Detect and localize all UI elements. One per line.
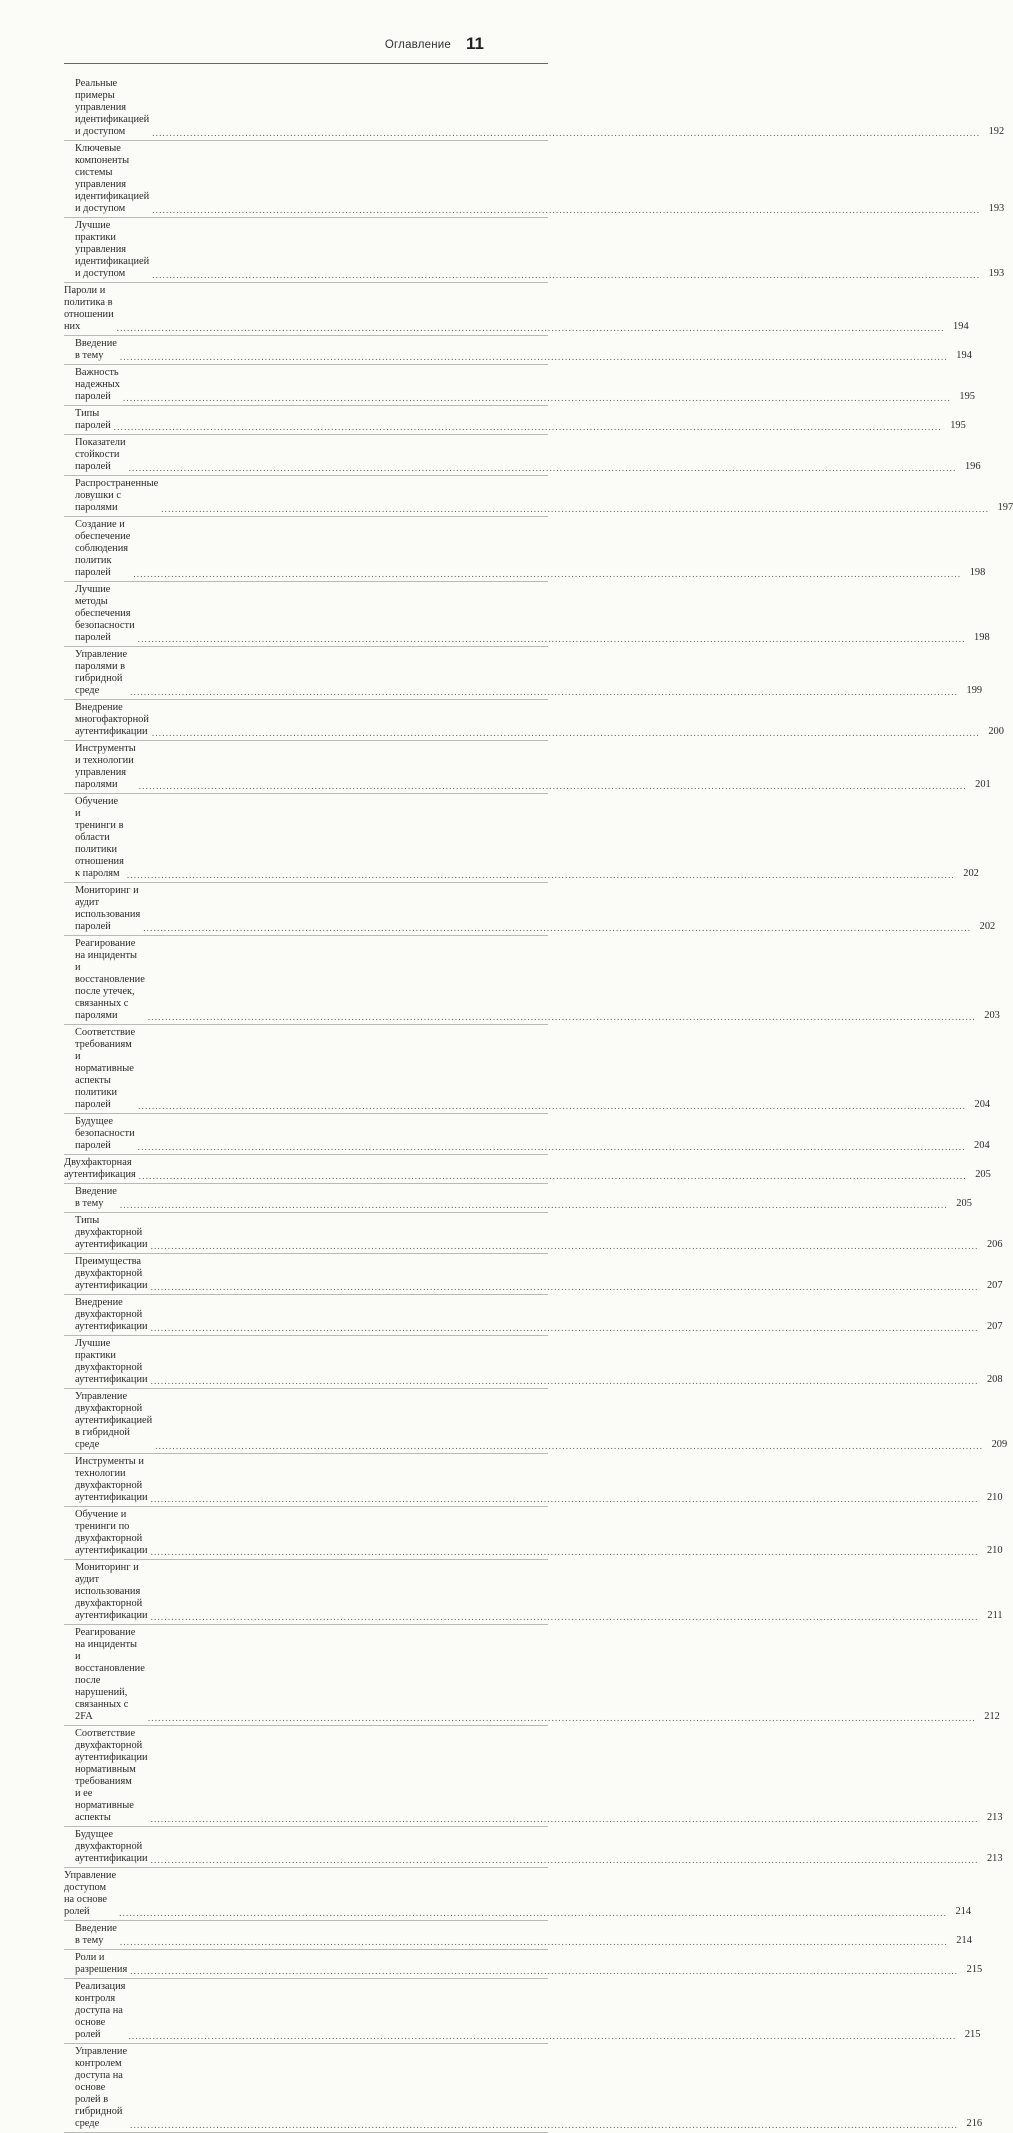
toc-section-entry — [64, 1979, 981, 2044]
toc-section-entry — [64, 435, 981, 476]
toc-entry-page: 215 — [966, 1964, 983, 1975]
dot-leader — [138, 1142, 966, 1152]
dot-leader — [143, 923, 971, 933]
toc-entry-page: 192 — [988, 126, 1005, 137]
toc-entry-page: 214 — [955, 1906, 972, 1917]
dot-leader — [128, 2031, 956, 2041]
toc-section-entry — [64, 1295, 1003, 1336]
toc-entry-title: Показатели стойкости паролей — [75, 437, 126, 472]
toc-section-entry — [64, 476, 1013, 517]
dot-leader — [119, 1908, 947, 1918]
toc-entry-page: 214 — [956, 1935, 972, 1946]
toc-entry-page: 198 — [974, 632, 990, 643]
toc-entry-page: 202 — [963, 868, 979, 879]
toc-entry-title: Внедрение многофакторной аутентификации — [75, 702, 149, 737]
toc-entry-page: 212 — [984, 1711, 1000, 1722]
dot-leader — [120, 352, 948, 362]
toc-entry-title: Мониторинг и аудит использования двухфакторной аутентификации — [75, 1562, 148, 1621]
toc-section-entry — [64, 1336, 1003, 1389]
dot-leader — [123, 393, 951, 403]
toc-entry-page: 198 — [969, 567, 986, 578]
toc-entry-title: Ключевые компоненты системы управления идентификацией и доступом — [75, 143, 150, 214]
toc-section-entry — [64, 1950, 983, 1979]
dot-leader — [148, 1012, 976, 1022]
toc-section-entry — [64, 1254, 1003, 1295]
toc-entry-title: Введение в тему — [75, 1186, 117, 1209]
toc-entry-title: Управление контролем доступа на основе ролей в гибридной среде — [75, 2046, 128, 2129]
toc-entry-title: Внедрение двухфакторной аутентификации — [75, 1297, 148, 1332]
toc-entry-title: Роли и разрешения — [75, 1952, 128, 1975]
toc-entry-page: 210 — [986, 1545, 1003, 1556]
dot-leader — [151, 1855, 979, 1865]
toc-entry-title: Создание и обеспечение соблюдения политик паролей — [75, 519, 131, 578]
toc-entry-page: 205 — [975, 1169, 991, 1180]
toc-section-entry — [64, 1726, 1003, 1827]
toc-entry-page: 206 — [986, 1239, 1003, 1250]
toc-section-entry — [64, 883, 996, 936]
dot-leader — [151, 1323, 979, 1333]
toc-entry-title: Соответствие требованиям и нормативные аспекты политики паролей — [75, 1027, 136, 1110]
dot-leader — [120, 1200, 948, 1210]
toc-section-entry — [64, 218, 1005, 283]
toc-entry-title: Введение в тему — [75, 1923, 117, 1946]
dot-leader — [152, 128, 980, 138]
running-header-title: Оглавление — [384, 39, 451, 51]
dot-leader — [151, 1814, 979, 1824]
toc-section-entry — [64, 76, 1005, 141]
page-number: 11 — [466, 34, 484, 53]
toc-entry-title: Реальные примеры управления идентификацией и доступом — [75, 78, 150, 137]
toc-entry-title: Лучшие практики управления идентификацией и доступом — [75, 220, 150, 279]
toc-section-entry — [64, 141, 1005, 218]
toc-section-entry — [64, 700, 1004, 741]
toc-entry-page: 194 — [953, 321, 969, 332]
dot-leader — [130, 687, 958, 697]
toc-entry-page: 207 — [986, 1280, 1003, 1291]
toc-chapter-entry — [64, 1868, 972, 1921]
toc-section-entry — [64, 582, 990, 647]
toc-chapter-entry — [64, 283, 969, 336]
toc-section-entry — [64, 336, 972, 365]
toc-entry-page: 213 — [986, 1853, 1003, 1864]
dot-leader — [139, 781, 967, 791]
table-of-contents — [64, 76, 1013, 2133]
dot-leader — [161, 504, 989, 514]
toc-section-entry — [64, 1389, 1008, 1454]
toc-entry-page: 204 — [974, 1099, 991, 1110]
toc-section-entry — [64, 365, 975, 406]
dot-leader — [151, 1282, 979, 1292]
toc-chapter-entry — [64, 1155, 991, 1184]
toc-entry-title: Мониторинг и аудит использования паролей — [75, 885, 141, 932]
dot-leader — [148, 1713, 976, 1723]
toc-entry-title: Распространенные ловушки с паролями — [75, 478, 159, 513]
toc-entry-page: 201 — [975, 779, 991, 790]
toc-entry-title: Лучшие методы обеспечения безопасности паролей — [75, 584, 135, 643]
toc-entry-title: Двухфакторная аутентификация — [64, 1157, 136, 1180]
toc-entry-title: Управление доступом на основе ролей — [64, 1870, 117, 1917]
toc-entry-page: 215 — [964, 2029, 981, 2040]
toc-section-entry — [64, 2044, 983, 2133]
toc-entry-page: 197 — [997, 502, 1013, 513]
dot-leader — [130, 1966, 958, 1976]
dot-leader — [114, 422, 942, 432]
toc-entry-title: Управление паролями в гибридной среде — [75, 649, 128, 696]
toc-entry-title: Типы паролей — [75, 408, 111, 431]
toc-entry-title: Реализация контроля доступа на основе ролей — [75, 1981, 126, 2040]
dot-leader — [151, 1494, 979, 1504]
dot-leader — [117, 323, 945, 333]
dot-leader — [151, 1547, 979, 1557]
toc-entry-title: Будущее двухфакторной аутентификации — [75, 1829, 148, 1864]
page-header — [0, 34, 600, 58]
toc-entry-page: 210 — [986, 1492, 1003, 1503]
toc-entry-page: 208 — [986, 1374, 1003, 1385]
toc-entry-title: Обучение и тренинги по двухфакторной аутентификации — [75, 1509, 148, 1556]
dot-leader — [130, 2120, 958, 2130]
toc-section-entry — [64, 1454, 1003, 1507]
toc-entry-page: 202 — [979, 921, 996, 932]
dot-leader — [139, 1171, 967, 1181]
toc-entry-title: Типы двухфакторной аутентификации — [75, 1215, 148, 1250]
toc-section-entry — [64, 1921, 972, 1950]
toc-entry-title: Будущее безопасности паролей — [75, 1116, 135, 1151]
toc-entry-page: 213 — [986, 1812, 1003, 1823]
header-divider — [64, 63, 548, 64]
toc-section-entry — [64, 1625, 1000, 1726]
toc-entry-page: 200 — [988, 726, 1004, 737]
toc-entry-page: 203 — [984, 1010, 1000, 1021]
toc-section-entry — [64, 647, 983, 700]
dot-leader — [138, 1101, 966, 1111]
dot-leader — [129, 463, 957, 473]
toc-entry-page: 207 — [986, 1321, 1003, 1332]
dot-leader — [138, 634, 966, 644]
toc-section-entry — [64, 1827, 1003, 1868]
toc-entry-page: 199 — [966, 685, 983, 696]
dot-leader — [151, 1612, 979, 1622]
toc-section-entry — [64, 741, 991, 794]
toc-entry-page: 209 — [991, 1439, 1008, 1450]
toc-entry-title: Преимущества двухфакторной аутентификации — [75, 1256, 148, 1291]
dot-leader — [127, 870, 955, 880]
toc-entry-title: Реагирование на инциденты и восстановление после нарушений, связанных с 2FA — [75, 1627, 145, 1722]
dot-leader — [151, 1241, 979, 1251]
toc-entry-page: 204 — [974, 1140, 990, 1151]
toc-entry-page: 216 — [966, 2118, 983, 2129]
dot-leader — [152, 205, 980, 215]
toc-section-entry — [64, 794, 979, 883]
toc-entry-title: Управление двухфакторной аутентификацией в гибридной среде — [75, 1391, 153, 1450]
dot-leader — [120, 1937, 948, 1947]
toc-entry-page: 194 — [956, 350, 972, 361]
toc-section-entry — [64, 936, 1000, 1025]
toc-section-entry — [64, 517, 986, 582]
toc-entry-title: Пароли и политика в отношении них — [64, 285, 114, 332]
toc-section-entry — [64, 406, 966, 435]
toc-entry-title: Лучшие практики двухфакторной аутентификации — [75, 1338, 148, 1385]
dot-leader — [152, 728, 980, 738]
toc-section-entry — [64, 1507, 1003, 1560]
toc-entry-page: 195 — [950, 420, 966, 431]
toc-section-entry — [64, 1560, 1003, 1625]
dot-leader — [155, 1441, 983, 1451]
toc-entry-title: Соответствие двухфакторной аутентификации нормативным требованиям и ее нормативные аспекты — [75, 1728, 148, 1823]
toc-entry-page: 196 — [964, 461, 981, 472]
toc-entry-page: 193 — [988, 203, 1005, 214]
toc-entry-title: Реагирование на инциденты и восстановление после утечек, связанных с паролями — [75, 938, 145, 1021]
dot-leader — [151, 1376, 979, 1386]
toc-section-entry — [64, 1213, 1003, 1254]
toc-entry-page: 193 — [988, 268, 1005, 279]
toc-entry-title: Обучение и тренинги в области политики отношения к паролям — [75, 796, 124, 879]
dot-leader — [133, 569, 961, 579]
toc-section-entry — [64, 1114, 990, 1155]
toc-entry-page: 195 — [959, 391, 975, 402]
toc-section-entry — [64, 1184, 972, 1213]
dot-leader — [152, 270, 980, 280]
toc-entry-page: 205 — [956, 1198, 972, 1209]
toc-entry-title: Инструменты и технологии двухфакторной аутентификации — [75, 1456, 148, 1503]
toc-entry-title: Введение в тему — [75, 338, 117, 361]
toc-entry-page: 211 — [987, 1610, 1003, 1621]
toc-entry-title: Инструменты и технологии управления паролями — [75, 743, 136, 790]
toc-entry-title: Важность надежных паролей — [75, 367, 120, 402]
toc-section-entry — [64, 1025, 991, 1114]
